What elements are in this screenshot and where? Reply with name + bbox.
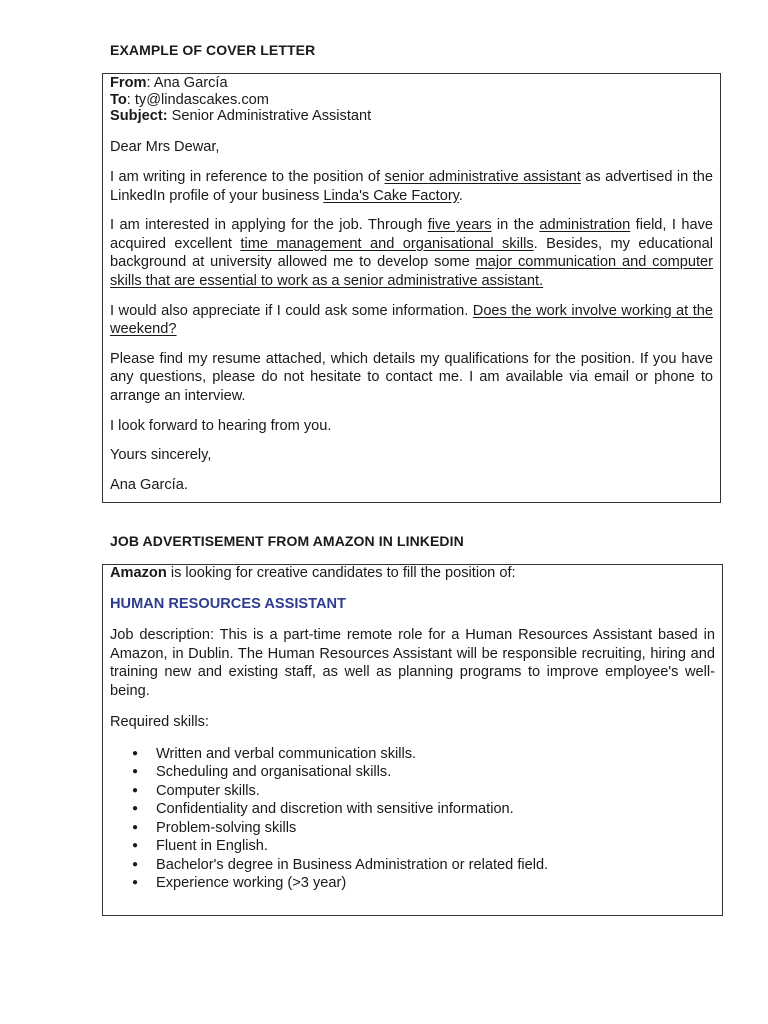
skills-list	[110, 745, 715, 893]
list-item	[110, 763, 715, 782]
from-line	[110, 75, 713, 92]
to-label: To	[110, 91, 127, 108]
ad-intro-text: is looking for creative candidates to fill the position of:	[166, 565, 516, 581]
bullet-icon: ●	[132, 784, 139, 796]
p1-text-3: .	[458, 187, 463, 204]
bullet-icon: ●	[132, 766, 139, 778]
job-ad-box	[102, 564, 723, 916]
p3-underline-1: Does the work involve working at the weekend?	[110, 302, 713, 338]
list-item	[110, 782, 715, 801]
list-item	[110, 837, 715, 856]
p2-underline-2: administration	[539, 217, 631, 234]
p2-text-2: in the	[491, 217, 540, 234]
from-value: : Ana García	[146, 75, 228, 91]
skill-text: Confidentiality and discretion with sensitive information.	[156, 801, 514, 818]
subject-line	[110, 108, 713, 125]
bullet-icon: ●	[132, 840, 139, 852]
bullet-icon: ●	[132, 803, 139, 815]
p1-underline-1: senior administrative assistant	[384, 169, 581, 186]
p2-text-4: . Besides, my educational background at university allowed me to develop some	[110, 235, 713, 271]
bullet-icon: ●	[132, 858, 139, 870]
skill-text: Bachelor's degree in Business Administration or related field.	[156, 856, 549, 873]
letter-paragraph-3	[110, 302, 713, 339]
p2-text-1: I am interested in applying for the job. Through	[110, 217, 428, 234]
p1-underline-2: Linda's Cake Factory	[323, 187, 459, 204]
skill-text: Experience working (>3 year)	[156, 875, 347, 892]
p2-underline-1: five years	[427, 217, 492, 234]
list-item	[110, 800, 715, 819]
list-item	[110, 819, 715, 838]
bullet-icon: ●	[132, 821, 139, 833]
skill-text: Computer skills.	[156, 782, 260, 799]
list-item	[110, 856, 715, 875]
p3-text-1: I would also appreciate if I could ask some information.	[110, 302, 473, 319]
cover-letter-box	[102, 73, 721, 503]
skills-label: Required skills:	[110, 714, 209, 731]
job-description: Job description: This is a part-time remote role for a Human Resources Assistant based in Amazon, in Dublin. The Human Resources Assistant will be responsible recruiting, hiring and training new and existing staff, as well as planning programs to improve employee's well-being.	[110, 627, 715, 699]
signature: Ana García.	[110, 476, 188, 493]
cover-letter-heading: EXAMPLE OF COVER LETTER	[110, 42, 316, 58]
letter-paragraph-5: I look forward to hearing from you.	[110, 417, 332, 434]
salutation: Dear Mrs Dewar,	[110, 138, 220, 155]
bullet-icon: ●	[132, 747, 139, 759]
p2-text-3: field, I have acquired excellent	[110, 217, 713, 252]
from-label: From	[110, 75, 147, 91]
subject-value: Senior Administrative Assistant	[167, 108, 372, 124]
list-item	[110, 874, 715, 893]
ad-intro	[110, 565, 715, 581]
p1-text-1: I am writing in reference to the position of	[110, 169, 385, 186]
subject-label: Subject:	[110, 108, 168, 124]
letter-paragraph-4: Please find my resume attached, which details my qualifications for the position. If you have any questions, please do not hesitate to contact me. I am available via email or phone to arrange an interview.	[110, 350, 713, 405]
letter-paragraph-2	[110, 216, 713, 290]
skill-text: Scheduling and organisational skills.	[156, 764, 392, 781]
closing: Yours sincerely,	[110, 447, 212, 464]
to-value: : ty@lindascakes.com	[126, 91, 269, 108]
company-name: Amazon	[110, 565, 167, 581]
list-item	[110, 745, 715, 764]
p2-underline-3: time management and organisational skills	[240, 235, 534, 252]
p2-underline-4: major communication and computer skills that are essential to work as a senior administrative assistant.	[110, 254, 713, 290]
skill-text: Fluent in English.	[156, 838, 268, 855]
job-ad-heading: JOB ADVERTISEMENT FROM AMAZON IN LINKEDIN	[110, 533, 464, 549]
to-line	[110, 92, 713, 109]
skill-text: Written and verbal communication skills.	[156, 745, 417, 762]
job-title: HUMAN RESOURCES ASSISTANT	[110, 596, 346, 612]
letter-paragraph-1	[110, 168, 713, 205]
bullet-icon: ●	[132, 877, 139, 889]
p1-text-2: as advertised in the LinkedIn profile of your business	[110, 169, 713, 204]
skill-text: Problem-solving skills	[156, 819, 297, 836]
